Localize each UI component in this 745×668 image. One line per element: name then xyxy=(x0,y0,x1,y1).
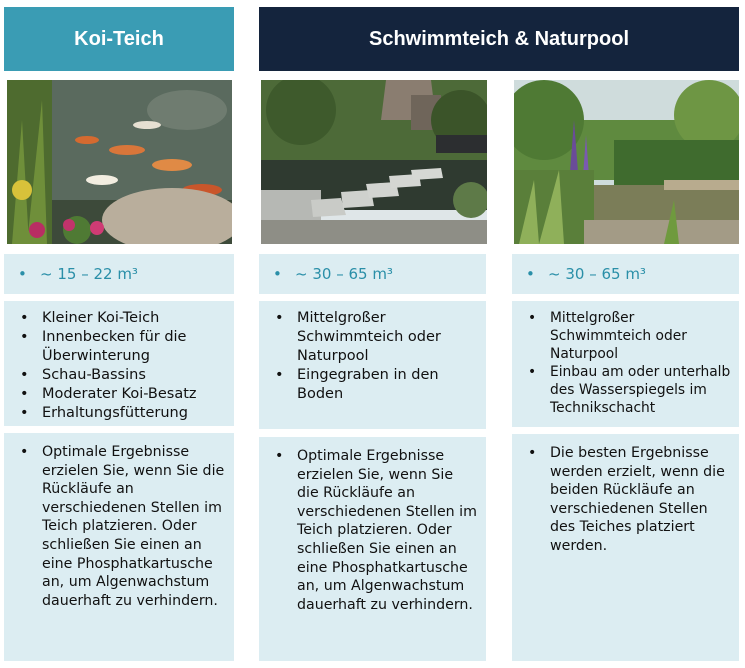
feature-item: • Innenbecken für die Überwinterung xyxy=(16,328,228,366)
volume-value: ~ 30 – 65 m³ xyxy=(295,265,393,283)
volume-naturpool xyxy=(512,254,739,294)
note-schwimmteich xyxy=(259,437,486,661)
note-text: • Die besten Ergebnisse werden erzielt, wenn die beiden Rückläufe an verschiedenen Stellen des Teiches platziert werden. xyxy=(524,444,731,556)
features-naturpool xyxy=(512,301,739,427)
note-naturpool xyxy=(512,434,739,661)
feature-item: • Kleiner Koi-Teich xyxy=(16,309,228,328)
feature-item: • Schau-Bassins xyxy=(16,366,228,385)
bullet: • xyxy=(18,265,27,283)
note-koi-teich xyxy=(4,433,234,661)
features-schwimmteich xyxy=(259,301,486,429)
feature-item: • Mittelgroßer Schwimmteich oder Naturpool xyxy=(271,309,480,366)
volume-schwimmteich xyxy=(259,254,486,294)
koi-pond-photo xyxy=(7,80,232,244)
note-text: • Optimale Ergebnisse erzielen Sie, wenn Sie die Rückläufe an verschiedenen Stellen im Teich platzieren. Oder schließen Sie einen an eine Phosphatkartusche an, um Algenwachstum dauerhaft zu verhindern. xyxy=(271,447,478,614)
header-schwimmteich-naturpool: Schwimmteich & Naturpool xyxy=(259,7,739,71)
volume-value: ~ 30 – 65 m³ xyxy=(548,265,646,283)
bullet: • xyxy=(526,265,535,283)
note-text: • Optimale Ergebnisse erzielen Sie, wenn Sie die Rückläufe an verschiedenen Stellen im Teich platzieren. Oder schließen Sie einen an eine Phosphatkartusche an, um Algenwachstum dauerhaft zu verhindern. xyxy=(16,443,226,610)
features-koi-teich xyxy=(4,301,234,426)
feature-item: • Moderater Koi-Besatz xyxy=(16,385,228,404)
volume-value: ~ 15 – 22 m³ xyxy=(40,265,138,283)
feature-item: • Mittelgroßer Schwimmteich oder Naturpool xyxy=(524,309,733,363)
bullet: • xyxy=(273,265,282,283)
schwimmteich-photo xyxy=(261,80,487,244)
header-koi-teich: Koi-Teich xyxy=(4,7,234,71)
volume-koi-teich xyxy=(4,254,234,294)
feature-item: • Erhaltungsfütterung xyxy=(16,404,228,423)
feature-item: • Einbau am oder unterhalb des Wasserspiegels im Technikschacht xyxy=(524,363,733,417)
feature-item: • Eingegraben in den Boden xyxy=(271,366,480,404)
naturpool-photo xyxy=(514,80,739,244)
